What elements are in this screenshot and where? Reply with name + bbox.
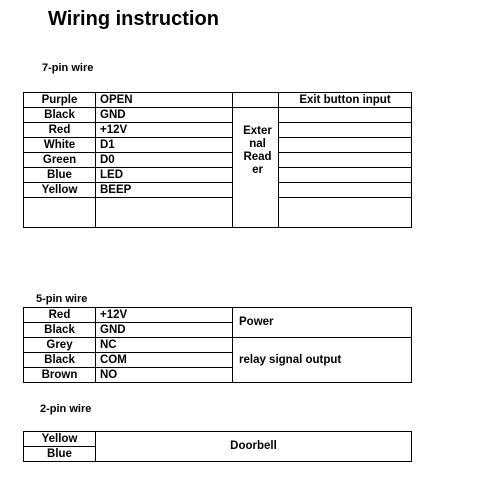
five-pin-label: 5-pin wire bbox=[36, 293, 88, 305]
relay-output-cell: relay signal output bbox=[233, 338, 412, 383]
table-row bbox=[24, 153, 412, 168]
table-row bbox=[24, 108, 412, 123]
wire-color-cell: White bbox=[24, 138, 96, 153]
reader-line: Exter bbox=[243, 124, 272, 137]
table-row bbox=[24, 308, 412, 323]
table-row bbox=[24, 93, 412, 108]
doorbell-cell: Doorbell bbox=[96, 432, 412, 462]
wire-color-cell: Yellow bbox=[24, 183, 96, 198]
wire-function-cell: NC bbox=[96, 338, 233, 353]
wire-function-cell: COM bbox=[96, 353, 233, 368]
blank-cell bbox=[279, 168, 412, 183]
page-title: Wiring instruction bbox=[48, 8, 219, 30]
blank-cell bbox=[279, 108, 412, 123]
table-row bbox=[24, 168, 412, 183]
table-row bbox=[24, 198, 412, 228]
wire-color-cell: Red bbox=[24, 123, 96, 138]
table-row bbox=[24, 123, 412, 138]
wire-color-cell: Grey bbox=[24, 338, 96, 353]
wire-color-cell: Brown bbox=[24, 368, 96, 383]
wire-function-cell: D0 bbox=[96, 153, 233, 168]
reader-line: nal bbox=[249, 137, 266, 150]
wire-color-cell: Black bbox=[24, 108, 96, 123]
wire-function-cell: GND bbox=[96, 323, 233, 338]
wire-color-cell: Yellow bbox=[24, 432, 96, 447]
wire-color-cell: Blue bbox=[24, 168, 96, 183]
wire-color-cell: Green bbox=[24, 153, 96, 168]
blank-cell bbox=[24, 198, 96, 228]
wire-function-cell: D1 bbox=[96, 138, 233, 153]
wire-function-cell: BEEP bbox=[96, 183, 233, 198]
table-row bbox=[24, 138, 412, 153]
blank-cell bbox=[279, 183, 412, 198]
table-row bbox=[24, 432, 412, 447]
wire-function-cell: LED bbox=[96, 168, 233, 183]
blank-cell bbox=[279, 138, 412, 153]
wire-function-cell: OPEN bbox=[96, 93, 233, 108]
wire-function-cell: GND bbox=[96, 108, 233, 123]
two-pin-table bbox=[23, 431, 412, 462]
blank-cell bbox=[279, 123, 412, 138]
blank-cell bbox=[96, 198, 233, 228]
wire-function-cell: +12V bbox=[96, 123, 233, 138]
table-row bbox=[24, 338, 412, 353]
seven-pin-label: 7-pin wire bbox=[42, 62, 94, 74]
reader-line: er bbox=[252, 163, 263, 176]
blank-cell bbox=[279, 153, 412, 168]
wire-color-cell: Black bbox=[24, 353, 96, 368]
wire-color-cell: Black bbox=[24, 323, 96, 338]
external-reader-cell bbox=[233, 108, 279, 228]
table-row bbox=[24, 183, 412, 198]
wire-function-cell: +12V bbox=[96, 308, 233, 323]
wire-color-cell: Purple bbox=[24, 93, 96, 108]
wire-color-cell: Blue bbox=[24, 447, 96, 462]
wire-color-cell: Red bbox=[24, 308, 96, 323]
two-pin-label: 2-pin wire bbox=[40, 403, 92, 415]
five-pin-table bbox=[23, 307, 412, 383]
exit-button-cell: Exit button input bbox=[279, 93, 412, 108]
blank-cell bbox=[279, 198, 412, 228]
seven-pin-table bbox=[23, 92, 412, 228]
power-cell: Power bbox=[233, 308, 412, 338]
wire-function-cell: NO bbox=[96, 368, 233, 383]
reader-line: Read bbox=[243, 150, 272, 163]
blank-cell bbox=[233, 93, 279, 108]
